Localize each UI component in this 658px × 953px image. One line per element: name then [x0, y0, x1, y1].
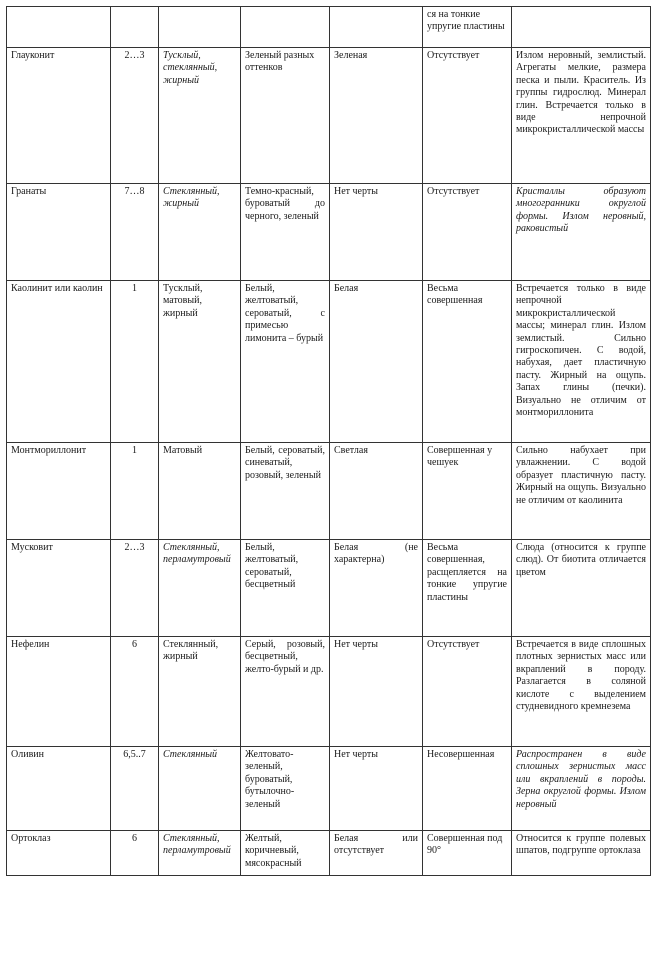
cleavage-cell: Весьма совершенная [423, 281, 512, 443]
streak-cell: Нет черты [330, 637, 423, 747]
color-cell: Темно-красный, буроватый до черного, зеленый [241, 184, 330, 281]
table-row [7, 747, 651, 831]
notes-cell: Сильно набухает при увлажнении. С водой образует пластичную пасту. Жирный на ощупь. Визуально не отличим от каолинита [512, 443, 651, 540]
table-row [7, 443, 651, 540]
streak-cell: Зеленая [330, 48, 423, 184]
luster-cell: Стеклянный [159, 747, 241, 831]
table-row [7, 637, 651, 747]
minerals-table [6, 6, 651, 876]
hardness-cell: 7…8 [111, 184, 159, 281]
table-row [7, 48, 651, 184]
streak-cell: Светлая [330, 443, 423, 540]
color-cell: Белый, желтоватый, сероватый, с примесью лимонита – бурый [241, 281, 330, 443]
mineral-name-cell: Оливин [7, 747, 111, 831]
luster-cell: Стеклянный, жирный [159, 637, 241, 747]
hardness-cell: 1 [111, 281, 159, 443]
color-cell: Серый, розовый, бесцветный, желто-бурый и др. [241, 637, 330, 747]
table-row [7, 7, 651, 48]
table-row [7, 184, 651, 281]
mineral-name-cell: Ортоклаз [7, 831, 111, 876]
notes-cell [512, 7, 651, 48]
hardness-cell: 2…3 [111, 48, 159, 184]
hardness-cell: 6,5..7 [111, 747, 159, 831]
color-cell: Зеленый разных оттенков [241, 48, 330, 184]
streak-cell: Белая или отсутствует [330, 831, 423, 876]
hardness-cell [111, 7, 159, 48]
mineral-name-cell [7, 7, 111, 48]
cleavage-cell: Весьма совершенная, расщепляется на тонкие упругие пластины [423, 540, 512, 637]
color-cell: Белый, сероватый, синеватый, розовый, зеленый [241, 443, 330, 540]
luster-cell [159, 7, 241, 48]
cleavage-cell: Отсутствует [423, 184, 512, 281]
cleavage-cell: Отсутствует [423, 637, 512, 747]
streak-cell: Нет черты [330, 184, 423, 281]
cleavage-cell: Совершенная под 90° [423, 831, 512, 876]
color-cell: Желтовато-зеленый, буроватый, бутылочно-зеленый [241, 747, 330, 831]
cleavage-cell: Совершенная у чешуек [423, 443, 512, 540]
notes-cell: Излом неровный, землистый. Агрегаты мелкие, размера песка и пыли. Краситель. Из группы гидрослюд. Минерал глин. Встречается только в виде непрочной микрокристаллической массы [512, 48, 651, 184]
mineral-name-cell: Каолинит или каолин [7, 281, 111, 443]
luster-cell: Матовый [159, 443, 241, 540]
luster-cell: Стеклянный, перламутровый [159, 831, 241, 876]
streak-cell [330, 7, 423, 48]
hardness-cell: 2…3 [111, 540, 159, 637]
mineral-name-cell: Мусковит [7, 540, 111, 637]
notes-cell: Слюда (относится к группе слюд). От биотита отличается цветом [512, 540, 651, 637]
color-cell: Белый, желтоватый, сероватый, бесцветный [241, 540, 330, 637]
cleavage-cell: Отсутствует [423, 48, 512, 184]
table-row [7, 540, 651, 637]
notes-cell: Кристаллы образуют многогранники округлой формы. Излом неровный, раковистый [512, 184, 651, 281]
notes-cell: Относится к группе полевых шпатов, подгруппе ортоклаза [512, 831, 651, 876]
streak-cell: Белая (не характерна) [330, 540, 423, 637]
table-row [7, 831, 651, 876]
mineral-name-cell: Нефелин [7, 637, 111, 747]
mineral-name-cell: Глауконит [7, 48, 111, 184]
mineral-name-cell: Монтмориллонит [7, 443, 111, 540]
notes-cell: Распространен в виде сплошных зернистых масс или вкраплений в породы. Зерна округлой формы. Излом неровный [512, 747, 651, 831]
notes-cell: Встречается только в виде непрочной микрокристаллической массы; минерал глин. Излом землистый. Сильно гигроскопичен. С водой, набухая, дает пластичную пасту. Жирный на ощупь. Запах глины (печки). Визуально не отличим от монтмориллонита [512, 281, 651, 443]
luster-cell: Тусклый, матовый, жирный [159, 281, 241, 443]
color-cell: Желтый, коричневый, мясокрасный [241, 831, 330, 876]
mineral-name-cell: Гранаты [7, 184, 111, 281]
luster-cell: Тусклый, стеклянный, жирный [159, 48, 241, 184]
table-row [7, 281, 651, 443]
notes-cell: Встречается в виде сплошных плотных зернистых масс или вкраплений в породу. Разлагается в соляной кислоте с выделением студневидного кремнезема [512, 637, 651, 747]
streak-cell: Белая [330, 281, 423, 443]
color-cell [241, 7, 330, 48]
luster-cell: Стеклянный, перламутровый [159, 540, 241, 637]
cleavage-cell: Несовершенная [423, 747, 512, 831]
luster-cell: Стеклянный, жирный [159, 184, 241, 281]
streak-cell: Нет черты [330, 747, 423, 831]
cleavage-cell: ся на тонкие упругие пластины [423, 7, 512, 48]
hardness-cell: 6 [111, 637, 159, 747]
hardness-cell: 1 [111, 443, 159, 540]
hardness-cell: 6 [111, 831, 159, 876]
